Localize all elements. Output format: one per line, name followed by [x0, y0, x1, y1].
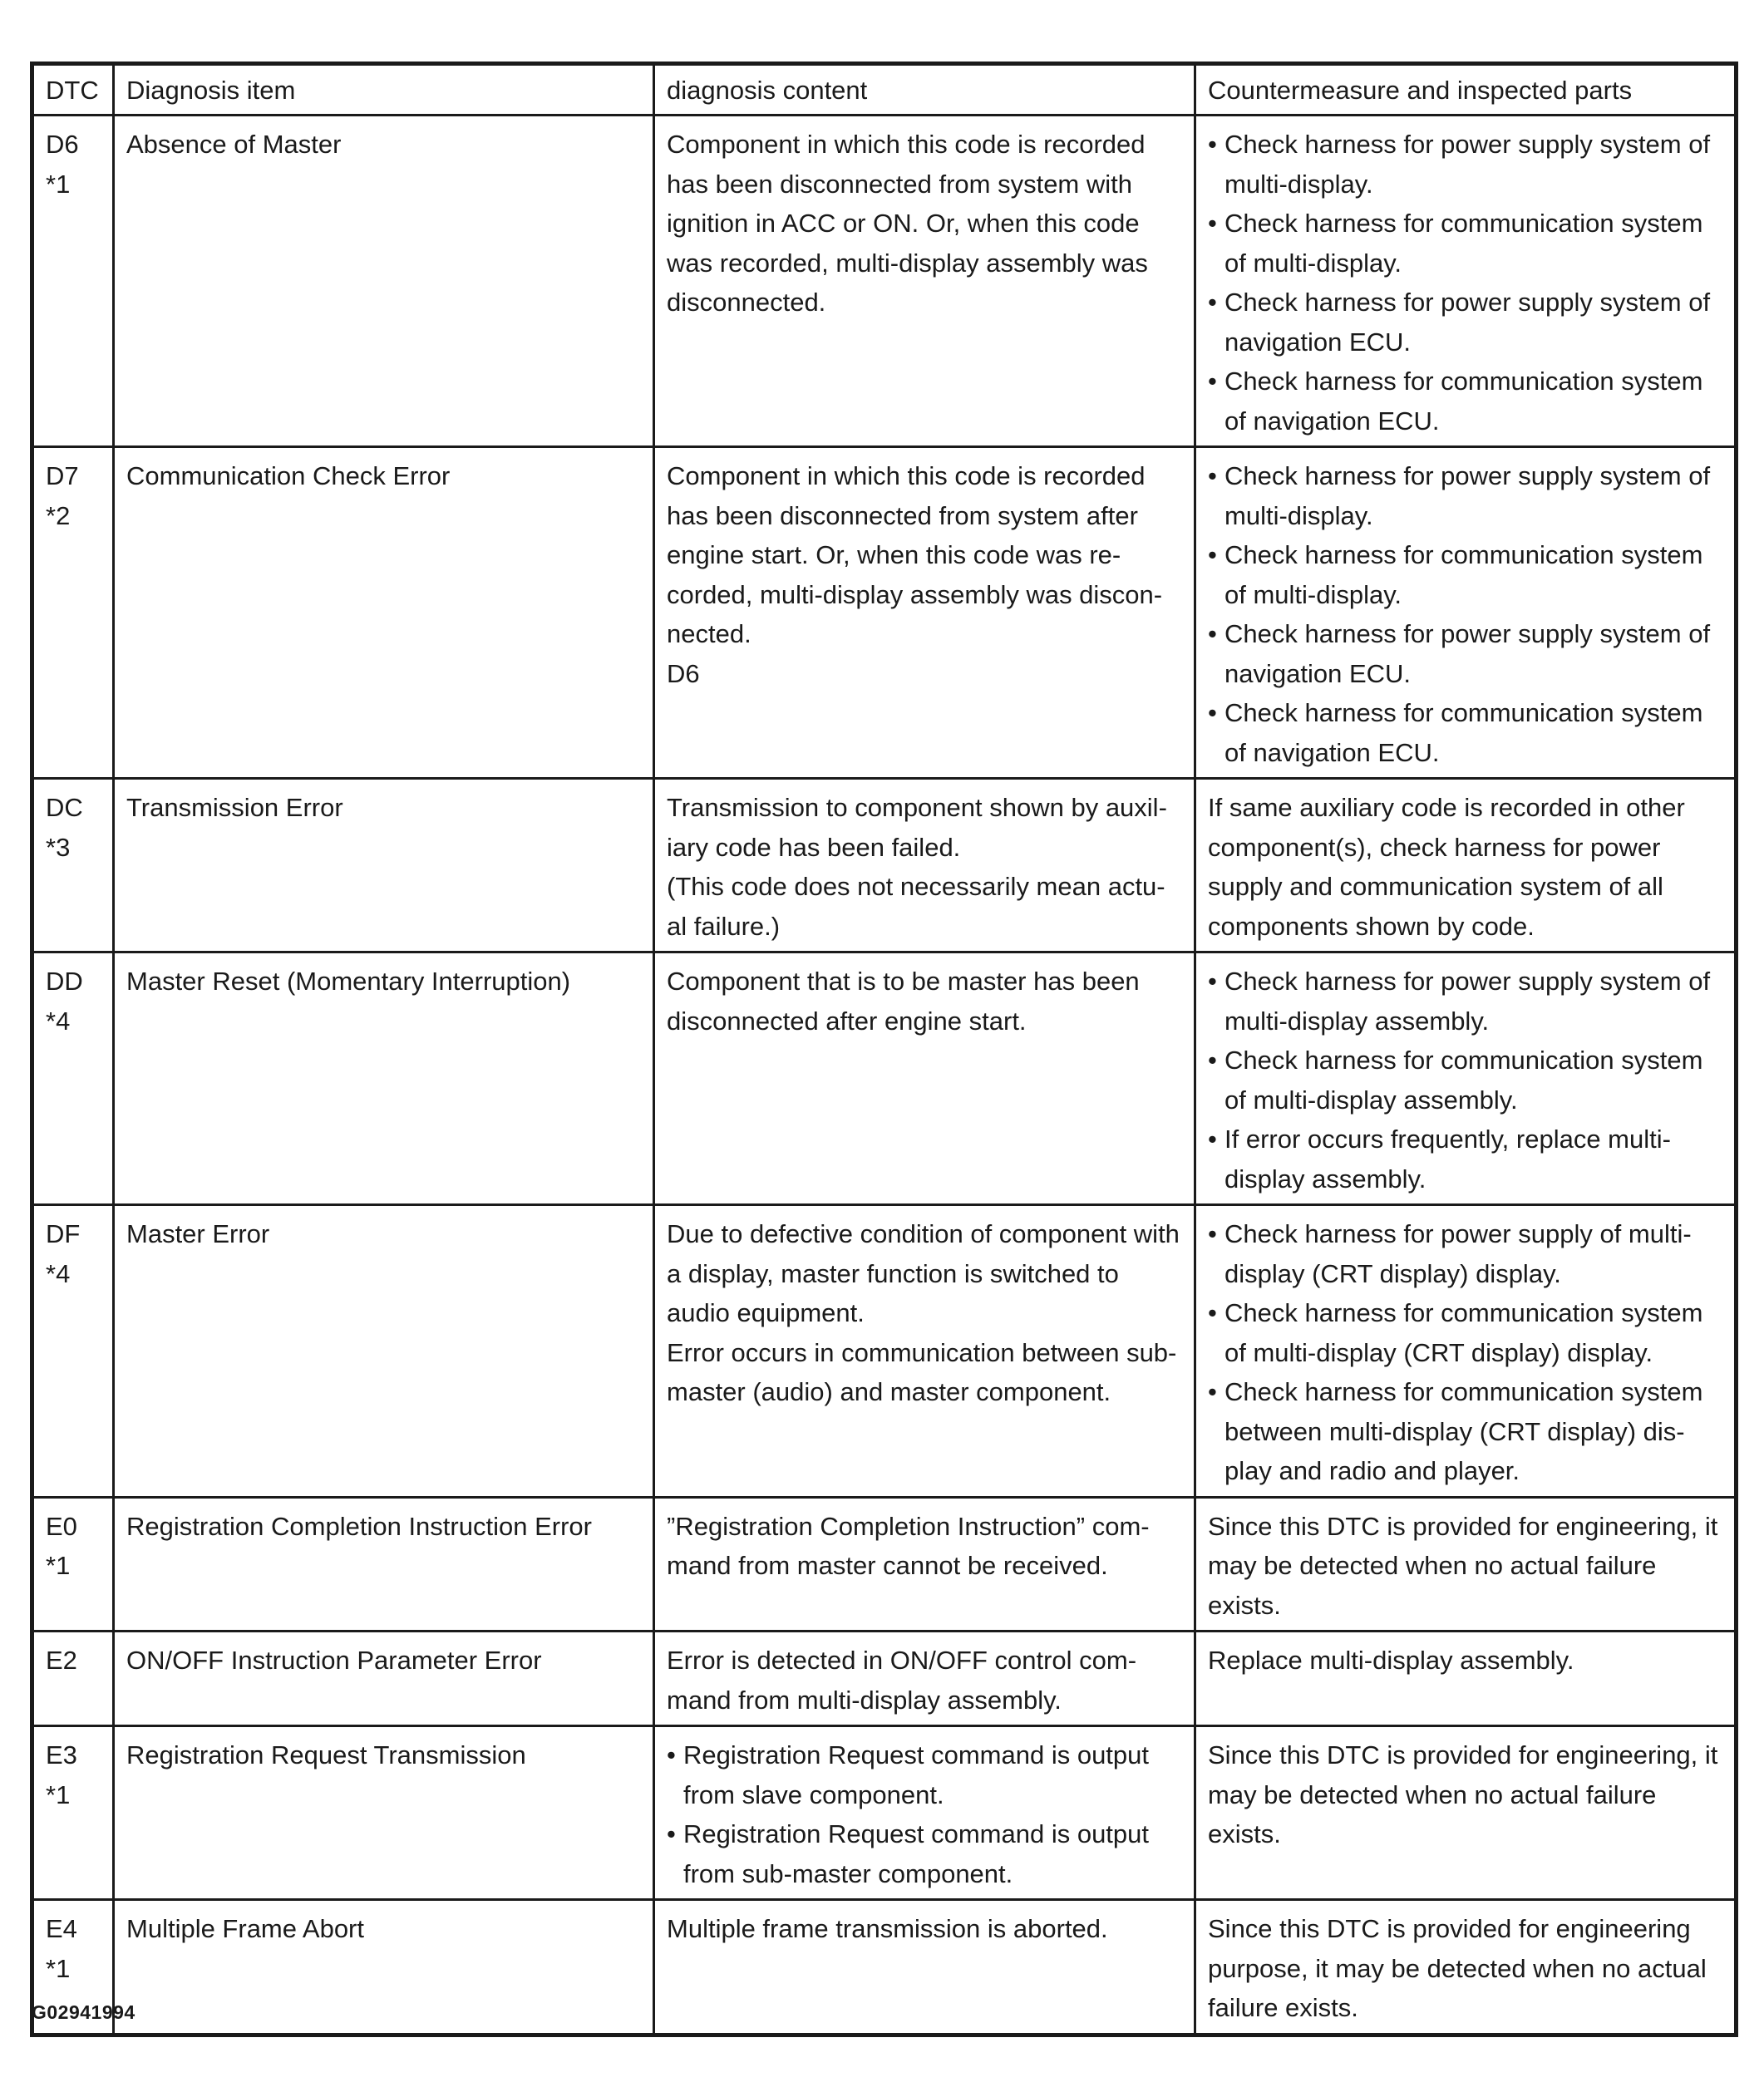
paragraph: If same auxiliary code is recorded in other component(s), check harness for power supply and communication system of all components shown by code. — [1208, 793, 1685, 941]
header-countermeasure: Countermeasure and inspected parts — [1195, 64, 1737, 116]
diagnosis-item-cell: Master Error — [114, 1205, 654, 1498]
figure-id: G02941994 — [32, 2001, 136, 2023]
dtc-cell — [32, 1205, 114, 1498]
dtc-code: DF — [46, 1219, 81, 1248]
diagnosis-item-cell: Registration Request Transmission — [114, 1726, 654, 1900]
table-body — [32, 116, 1737, 2035]
diagnosis-item-cell: Master Reset (Momentary Interruption) — [114, 952, 654, 1205]
dtc-cell — [32, 1726, 114, 1900]
dtc-cell — [32, 779, 114, 952]
dtc-note: *4 — [46, 1006, 71, 1036]
diagnosis-item-cell: ON/OFF Instruction Parameter Error — [114, 1632, 654, 1726]
dtc-cell — [32, 116, 114, 447]
dtc-note: *1 — [46, 1953, 71, 1983]
paragraph: Due to defective condition of component with a display, master function is switched to audio equipment. — [667, 1219, 1180, 1327]
header-dtc: DTC — [32, 64, 114, 116]
table-row — [32, 1497, 1737, 1632]
paragraph: (This code does not necessarily mean actu-al failure.) — [667, 872, 1165, 941]
paragraph: Since this DTC is provided for engineering, it may be detected when no actual failure exists. — [1208, 1740, 1718, 1848]
paragraph: D6 — [667, 658, 700, 688]
dtc-note: *3 — [46, 832, 71, 862]
bullet-item: • Check harness for communication system of multi-display (CRT display) display. — [1208, 1293, 1724, 1372]
dtc-table — [30, 62, 1738, 2037]
paragraph: Transmission to component shown by auxil-iary code has been failed. — [667, 793, 1167, 862]
countermeasure-cell — [1195, 952, 1737, 1205]
countermeasure-cell — [1195, 1900, 1737, 2035]
bullet-item: • If error occurs frequently, replace multi-display assembly. — [1208, 1120, 1724, 1199]
bullet-list — [1208, 1214, 1724, 1491]
dtc-note: *2 — [46, 500, 71, 530]
paragraph: Since this DTC is provided for engineering purpose, it may be detected when no actual failure exists. — [1208, 1914, 1707, 2022]
dtc-code: D6 — [46, 130, 79, 159]
dtc-code: DC — [46, 793, 83, 822]
header-row — [32, 64, 1737, 116]
dtc-cell — [32, 952, 114, 1205]
paragraph: Since this DTC is provided for engineering, it may be detected when no actual failure exists. — [1208, 1511, 1718, 1620]
dtc-cell — [32, 447, 114, 779]
diagnosis-content-cell — [654, 1900, 1195, 2035]
header-diagnosis-content: diagnosis content — [654, 64, 1195, 116]
bullet-item: • Check harness for power supply system of navigation ECU. — [1208, 283, 1724, 362]
paragraph: Error occurs in communication between sub-master (audio) and master component. — [667, 1337, 1177, 1406]
diagnosis-item-cell: Absence of Master — [114, 116, 654, 447]
dtc-code: E0 — [46, 1511, 77, 1541]
dtc-note: *1 — [46, 169, 71, 199]
table-row — [32, 1726, 1737, 1900]
bullet-item: • Check harness for communication system of multi-display assembly. — [1208, 1041, 1724, 1120]
diagnosis-content-cell — [654, 1205, 1195, 1498]
bullet-item: • Registration Request command is output from slave component. — [667, 1735, 1184, 1814]
paragraph: Component in which this code is recorded has been disconnected from system after engine start. Or, when this code was re-corded, multi-display assembly was discon-nected. — [667, 461, 1163, 648]
paragraph: Error is detected in ON/OFF control com-mand from multi-display assembly. — [667, 1646, 1137, 1715]
bullet-item: • Check harness for power supply of multi-display (CRT display) display. — [1208, 1214, 1724, 1293]
dtc-code: DD — [46, 967, 83, 996]
table-header — [32, 64, 1737, 116]
bullet-item: • Check harness for power supply system of navigation ECU. — [1208, 614, 1724, 693]
paragraph: Component that is to be master has been disconnected after engine start. — [667, 967, 1140, 1036]
bullet-list — [1208, 962, 1724, 1199]
paragraph: Replace multi-display assembly. — [1208, 1646, 1574, 1675]
bullet-item: • Check harness for power supply system of multi-display. — [1208, 456, 1724, 535]
paragraph: Multiple frame transmission is aborted. — [667, 1914, 1108, 1943]
countermeasure-cell — [1195, 779, 1737, 952]
bullet-item: • Check harness for communication system of multi-display. — [1208, 204, 1724, 283]
countermeasure-cell — [1195, 1726, 1737, 1900]
paragraph: ”Registration Completion Instruction” com-mand from master cannot be received. — [667, 1511, 1150, 1580]
countermeasure-cell — [1195, 1497, 1737, 1632]
dtc-note: *1 — [46, 1779, 71, 1809]
diagnosis-content-cell — [654, 779, 1195, 952]
bullet-item: • Check harness for power supply system of multi-display. — [1208, 125, 1724, 204]
table-row — [32, 1205, 1737, 1498]
dtc-cell — [32, 1497, 114, 1632]
table-row — [32, 116, 1737, 447]
header-diagnosis-item: Diagnosis item — [114, 64, 654, 116]
diagnosis-content-cell — [654, 952, 1195, 1205]
dtc-code: E2 — [46, 1646, 77, 1675]
table-row — [32, 1900, 1737, 2035]
diagnosis-item-cell: Transmission Error — [114, 779, 654, 952]
bullet-item: • Check harness for communication system of navigation ECU. — [1208, 693, 1724, 772]
countermeasure-cell — [1195, 1205, 1737, 1498]
table-row — [32, 952, 1737, 1205]
table-row — [32, 779, 1737, 952]
diagnosis-content-cell — [654, 1497, 1195, 1632]
bullet-item: • Check harness for communication system of navigation ECU. — [1208, 362, 1724, 441]
bullet-item: • Registration Request command is output from sub-master component. — [667, 1814, 1184, 1893]
bullet-list — [667, 1735, 1184, 1893]
bullet-list — [1208, 125, 1724, 441]
diagnosis-item-cell: Communication Check Error — [114, 447, 654, 779]
diagnosis-item-cell: Multiple Frame Abort — [114, 1900, 654, 2035]
table-row — [32, 447, 1737, 779]
dtc-note: *4 — [46, 1258, 71, 1288]
countermeasure-cell — [1195, 116, 1737, 447]
diagnosis-item-cell: Registration Completion Instruction Error — [114, 1497, 654, 1632]
bullet-item: • Check harness for power supply system of multi-display assembly. — [1208, 962, 1724, 1041]
diagnosis-content-cell — [654, 447, 1195, 779]
diagnosis-content-cell — [654, 1632, 1195, 1726]
table-row — [32, 1632, 1737, 1726]
bullet-item: • Check harness for communication system of multi-display. — [1208, 535, 1724, 614]
diagnosis-content-cell — [654, 116, 1195, 447]
bullet-item: • Check harness for communication system between multi-display (CRT display) dis-play and radio and player. — [1208, 1372, 1724, 1491]
dtc-code: E4 — [46, 1914, 77, 1943]
bullet-list — [1208, 456, 1724, 772]
diagnosis-content-cell — [654, 1726, 1195, 1900]
dtc-note: *1 — [46, 1551, 71, 1580]
dtc-code: E3 — [46, 1740, 77, 1769]
paragraph: Component in which this code is recorded has been disconnected from system with ignition in ACC or ON. Or, when this code was recorded, multi-display assembly was disconnected. — [667, 130, 1148, 317]
countermeasure-cell — [1195, 447, 1737, 779]
countermeasure-cell — [1195, 1632, 1737, 1726]
dtc-cell — [32, 1632, 114, 1726]
dtc-code: D7 — [46, 461, 79, 490]
